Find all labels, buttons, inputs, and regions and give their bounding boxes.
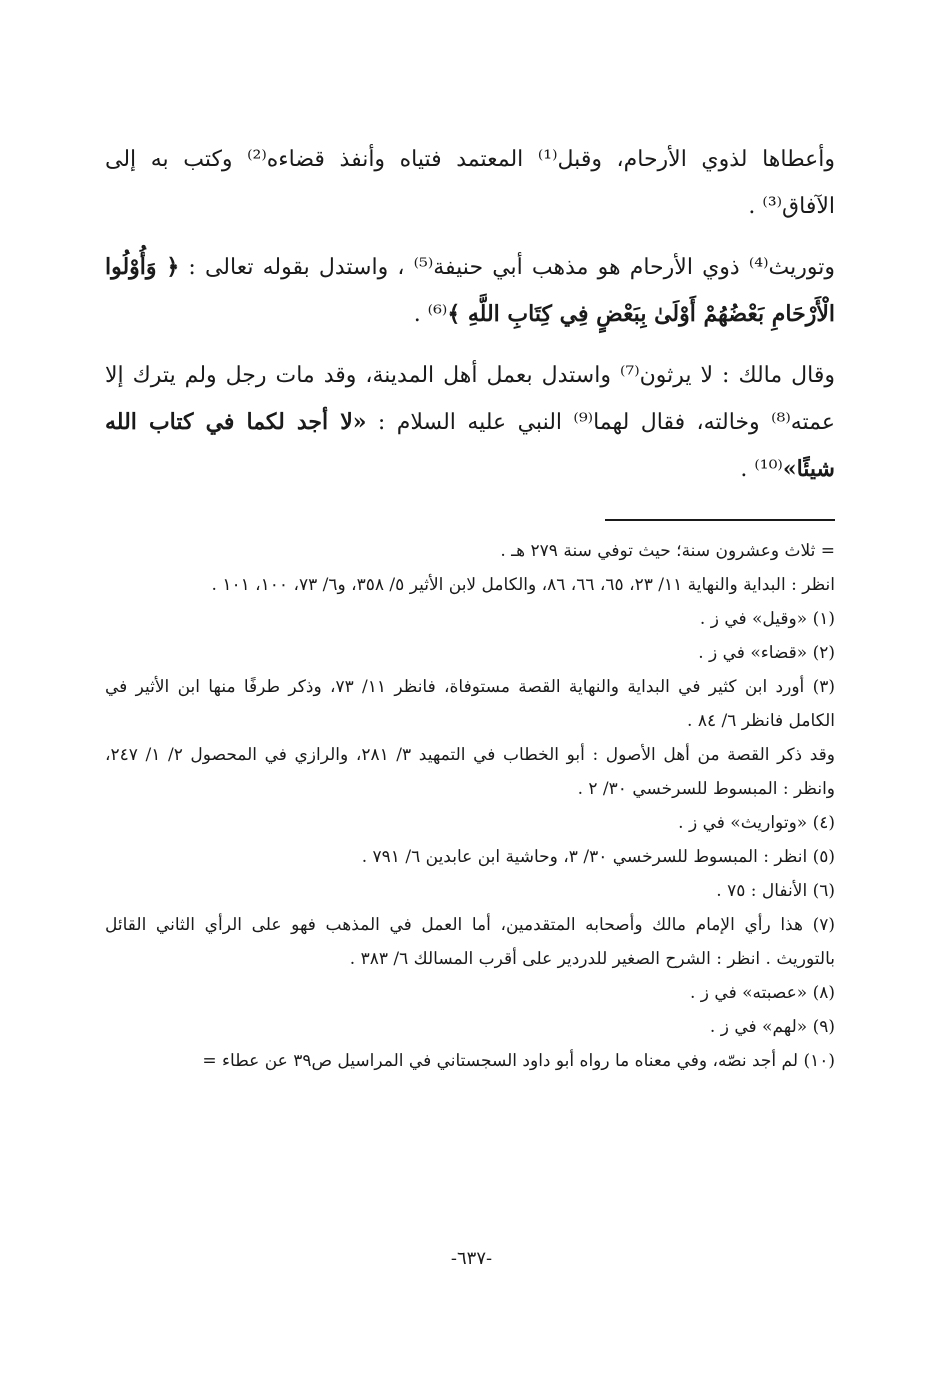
paragraph-2-text: وتوريث⁽⁴⁾ ذوي الأرحام هو مذهب أبي حنيفة⁽⁵⁾ ، واستدل بقوله تعالى : [179, 255, 835, 280]
footnote-9: (٩) «لهم» في ز . [709, 1017, 835, 1037]
paragraph-3 [105, 352, 835, 493]
paragraph-3-text: وقال مالك : لا يرثون⁽⁷⁾ واستدل بعمل أهل المدينة، وقد مات رجل ولم يترك إلا عمته⁽⁸⁾ وخالته، فقال لهما⁽⁹⁾ النبي عليه السلام : [105, 363, 835, 435]
hadith-quote: «لا أجد لكما في كتاب الله شيئًا» [105, 409, 835, 482]
footnote-10: (١٠) لم أجد نصّه، وفي معناه ما رواه أبو داود السجستاني في المراسيل ص٣٩ عن عطاء = [202, 1051, 835, 1071]
footnote-4: (٤) «وتواريث» في ز . [678, 813, 835, 833]
page-number: -٦٣٧- [450, 1248, 493, 1269]
footnote-3-continued: وقد ذكر القصة من أهل الأصول : أبو الخطاب في التمهيد ٣/ ٢٨١، والرازي في المحصول ٢/ ١/ ٢٤٧، وانظر : المبسوط للسرخسي ٣٠/ ٢ . [105, 745, 835, 799]
paragraph-1-text: وأعطاها لذوي الأرحام، وقبل⁽¹⁾ المعتمد فتياه وأنفذ قضاءه⁽²⁾ وكتب به إلى الآفاق⁽³⁾ . [105, 147, 836, 219]
footnote-6: (٦) الأنفال : ٧٥ . [716, 881, 835, 901]
paragraph-1 [105, 136, 835, 230]
footnote-5: (٥) انظر : المبسوط للسرخسي ٣٠/ ٣، وحاشية ابن عابدين ٦/ ٧٩١ . [361, 847, 835, 867]
footnote-3: (٣) أورد ابن كثير في البداية والنهاية القصة مستوفاة، فانظر ١١/ ٧٣، وذكر طرفًا منها ابن الأثير في الكامل فانظر ٦/ ٨٤ . [105, 677, 835, 731]
main-text [105, 136, 835, 493]
footnote-continuation: = ثلاث وعشرون سنة؛ حيث توفي سنة ٢٧٩ هـ . [500, 541, 835, 561]
footnote-8: (٨) «عصبته» في ز . [690, 983, 835, 1003]
footnote-continuation-refs: انظر : البداية والنهاية ١١/ ٢٣، ٦٥، ٦٦، ٨٦، والكامل لابن الأثير ٥/ ٣٥٨، و٦/ ٧٣، ١٠٠، ١٠١ . [211, 575, 835, 595]
footnote-2: (٢) «قضاء» في ز . [698, 643, 835, 663]
footnotes [105, 534, 835, 1078]
footnote-divider [605, 519, 835, 521]
quran-verse: ﴿ وَأُوْلُوا الْأَرْحَامِ بَعْضُهُمْ أَوْلَىٰ بِبَعْضٍ فِي كِتَابِ اللَّهِ ﴾ [105, 254, 835, 327]
footnote-7: (٧) هذا رأي الإمام مالك وأصحابه المتقدمين، أما العمل في المذهب فهو على الرأي الثاني القائل بالتوريث . انظر : الشرح الصغير للدردير على أقرب المسالك ٦/ ٣٨٣ . [105, 915, 835, 969]
paragraph-3-end: ⁽¹⁰⁾ . [740, 457, 783, 482]
paragraph-2 [105, 244, 835, 338]
footnote-1: (١) «وقيل» في ز . [699, 609, 835, 629]
paragraph-2-end: ⁽⁶⁾ . [413, 302, 448, 327]
